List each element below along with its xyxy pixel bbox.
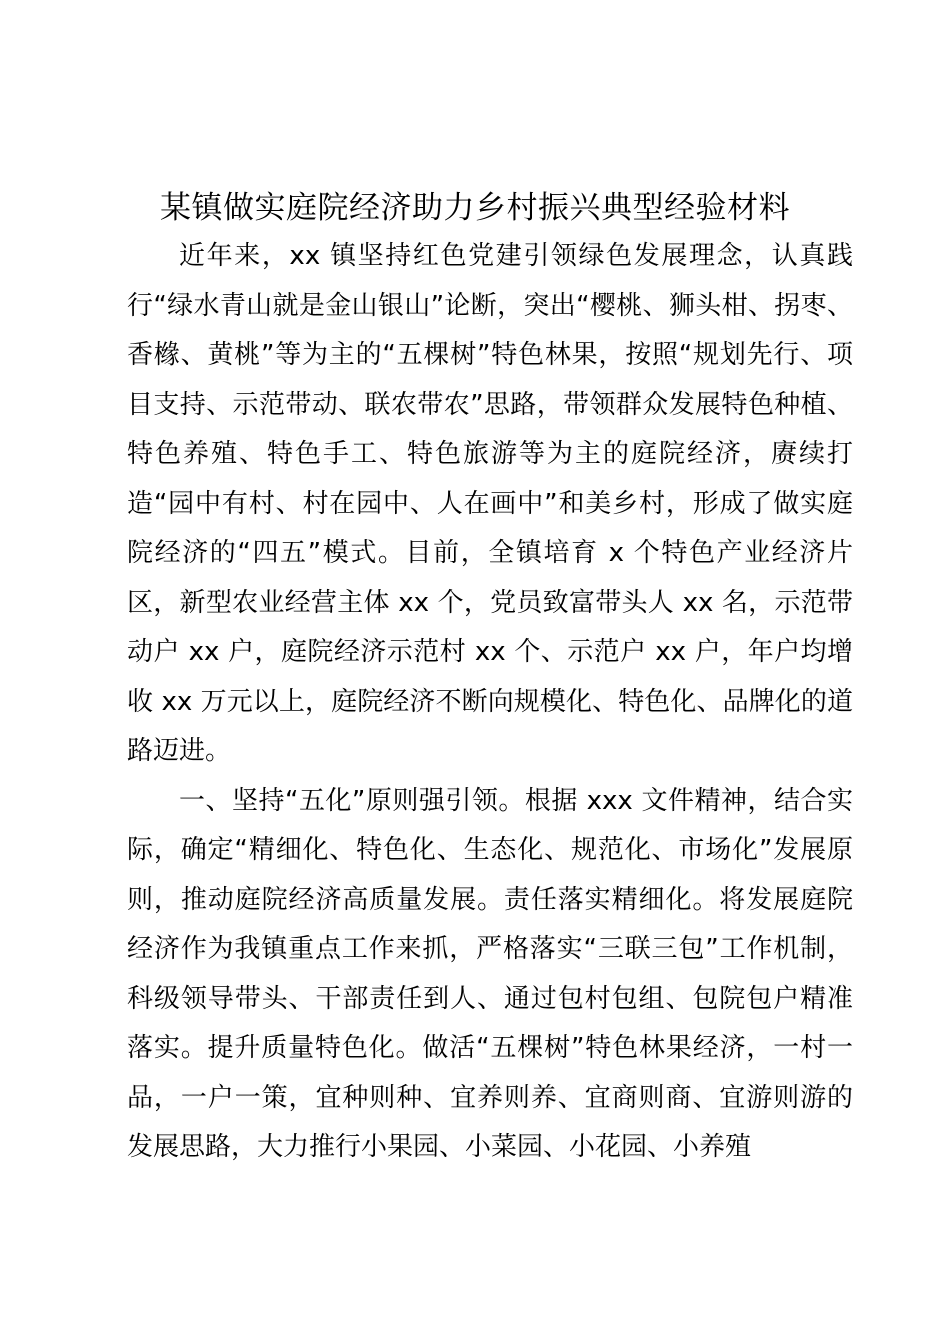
body-paragraph-section-one: 一、坚持“五化”原则强引领。根据 xxx 文件精神，结合实际，确定“精细化、特色化、生态化、规范化、市场化”发展原则，推动庭院经济高质量发展。责任落实精细化。将发展庭院经济作为我镇重点工作来抓，严格落实“三联三包”工作机制，科级领导带头、干部责任到人、通过包村包组、包院包户精准落实。提升质量特色化。做活“五棵树”特色林果经济，一村一品，一户一策，宜种则种、宜养则养、宜商则商、宜游则游的发展思路，大力推行小果园、小菜园、小花园、小养殖 — [127, 785, 853, 1162]
document-title: 某镇做实庭院经济助力乡村振兴典型经验材料 — [160, 190, 790, 226]
document-body — [127, 232, 853, 1173]
body-paragraph-intro: 近年来，xx 镇坚持红色党建引领绿色发展理念，认真践行“绿水青山就是金山银山”论断，突出“樱桃、狮头柑、拐枣、香橼、黄桃”等为主的“五棵树”特色林果，按照“规划先行、项目支持、示范带动、联农带农”思路，带领群众发展特色种植、特色养殖、特色手工、特色旅游等为主的庭院经济，赓续打造“园中有村、村在园中、人在画中”和美乡村，形成了做实庭院经济的“四五”模式。目前，全镇培育 x 个特色产业经济片区，新型农业经营主体 xx 个，党员致富带头人 xx 名，示范带动户 xx 户，庭院经济示范村 xx 个、示范户 xx 户，年户均增收 xx 万元以上，庭院经济不断向规模化、特色化、品牌化的道路迈进。 — [127, 241, 853, 766]
